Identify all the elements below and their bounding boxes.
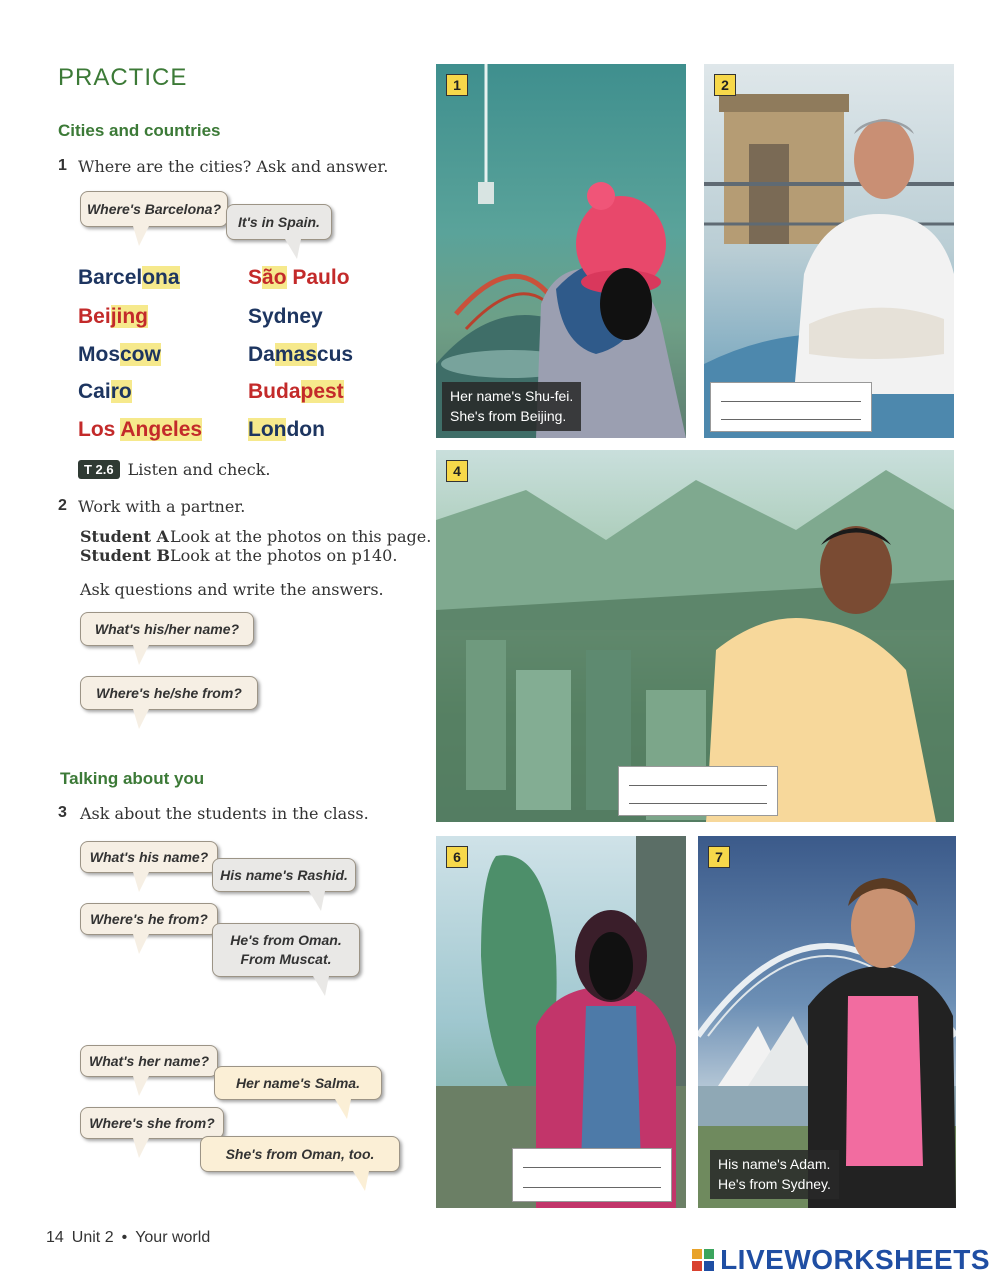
exercise-3-instruction: Ask about the students in the class. [80, 804, 369, 823]
cities-heading: Cities and countries [58, 121, 221, 140]
student-a-text: Look at the photos on this page. [170, 527, 432, 546]
student-a-label: Student A [80, 527, 169, 546]
bubble-text-line1: He's from Oman. [230, 932, 342, 949]
photo-7 [698, 836, 956, 1208]
bubble-text: Where's he/she from? [96, 684, 242, 701]
bubble-where-he-from-q [80, 903, 218, 935]
exercise-1-number: 1 [58, 157, 67, 174]
bubble-oman-too-a [200, 1136, 400, 1172]
ask-instruction: Ask questions and write the answers. [80, 580, 384, 599]
footer-bullet: • [121, 1229, 128, 1246]
photo-4-answer-box[interactable] [618, 766, 778, 816]
city-item [248, 305, 323, 329]
city-text-post: Paulo [286, 266, 350, 289]
photo-6-answer-box[interactable] [512, 1148, 672, 1202]
bubble-text: Her name's Salma. [236, 1074, 360, 1091]
photo-1 [436, 64, 686, 438]
liveworksheets-logo-text: LIVEWORKSHEETS [720, 1244, 990, 1275]
city-stress-highlight: jing [110, 305, 149, 328]
city-stress-highlight: ro [110, 380, 132, 403]
student-b-text: Look at the photos on p140. [170, 546, 398, 565]
footer-unit-title: Your world [135, 1229, 211, 1246]
city-stress-highlight: cow [120, 343, 161, 366]
city-item [248, 418, 325, 442]
bubble-text: She's from Oman, too. [225, 1145, 375, 1162]
exercise-3-number: 3 [58, 804, 67, 821]
photo-2-number: 2 [714, 74, 736, 96]
city-stress-highlight: ona [142, 266, 180, 289]
city-item [78, 380, 132, 404]
city-item [78, 418, 202, 442]
city-text-post: don [286, 418, 325, 441]
exercise-2-instruction: Work with a partner. [78, 497, 246, 516]
city-text-pre: Bei [78, 305, 111, 328]
city-text-post: ney [286, 305, 323, 328]
city-text-post: cus [316, 343, 354, 366]
bubble-where-from [80, 676, 258, 710]
photo-7-caption [710, 1150, 839, 1199]
talking-heading: Talking about you [60, 769, 205, 788]
exercise-2-number: 2 [58, 497, 67, 514]
city-text-pre: Barcel [78, 266, 143, 289]
city-text-pre: Da [248, 343, 275, 366]
footer-unit: Unit 2 [71, 1229, 114, 1246]
bubble-text-line2: From Muscat. [240, 951, 332, 967]
liveworksheets-logo [692, 1244, 990, 1276]
city-item [78, 343, 161, 367]
bubble-his-name-q [80, 841, 218, 873]
bubble-text: Where's he from? [90, 910, 208, 927]
photo-1-caption-line1: Her name's Shu-fei. [450, 388, 574, 404]
bubble-text: Where's she from? [89, 1114, 215, 1131]
bubble-salma-a [214, 1066, 382, 1100]
photo-7-number: 7 [708, 846, 730, 868]
bubble-text: What's her name? [88, 1052, 210, 1069]
page-number: 14 [46, 1229, 64, 1246]
photo-7-caption-line2: He's from Sydney. [718, 1176, 831, 1193]
photo-1-number: 1 [446, 74, 468, 96]
bubble-oman-muscat-a [212, 923, 360, 977]
city-text-pre: Buda [248, 380, 301, 403]
photo-7-caption-line1: His name's Adam. [718, 1156, 831, 1172]
bubble-rashid-a [212, 858, 356, 892]
section-title: PRACTICE [58, 64, 188, 91]
city-item [248, 380, 344, 404]
city-stress-highlight: Angeles [120, 418, 203, 441]
listen-row [78, 460, 271, 479]
photo-6 [436, 836, 686, 1208]
photo-1-caption [442, 382, 581, 431]
city-text-pre: S [248, 266, 263, 289]
liveworksheets-icon [692, 1249, 714, 1271]
page-footer [46, 1229, 210, 1247]
city-item [78, 305, 148, 329]
bubble-where-she-from-q [80, 1107, 224, 1139]
city-stress-highlight: pest [300, 380, 344, 403]
listen-text: Listen and check. [127, 460, 271, 479]
student-b-label: Student B [80, 546, 171, 565]
bubble-text: What's his name? [89, 848, 209, 865]
photo-4-number: 4 [446, 460, 468, 482]
bubble-question-barcelona [80, 191, 228, 227]
bubble-her-name-q [80, 1045, 218, 1077]
city-text-pre: Mos [78, 343, 120, 366]
city-stress-highlight: mas [274, 343, 317, 366]
photo-2 [704, 64, 954, 438]
photo-4 [436, 450, 954, 822]
bubble-text: His name's Rashid. [220, 866, 348, 883]
city-stress-highlight: Lon [248, 418, 287, 441]
city-text-pre: Syd [248, 305, 287, 328]
photo-6-number: 6 [446, 846, 468, 868]
city-item [78, 266, 180, 290]
bubble-whats-name [80, 612, 254, 646]
city-stress-highlight: ão [262, 266, 287, 289]
bubble-text: What's his/her name? [94, 620, 240, 637]
bubble-text: Where's Barcelona? [86, 200, 222, 217]
photo-1-caption-line2: She's from Beijing. [450, 408, 567, 425]
city-text-pre: Cai [78, 380, 111, 403]
city-item [248, 266, 350, 290]
bubble-answer-spain [226, 204, 332, 240]
exercise-1-instruction: Where are the cities? Ask and answer. [78, 157, 389, 176]
photo-2-answer-box[interactable] [710, 382, 872, 432]
city-text-pre: Los [78, 418, 121, 441]
city-item [248, 343, 353, 367]
track-badge[interactable]: T 2.6 [78, 460, 120, 479]
bubble-text: It's in Spain. [238, 213, 320, 230]
